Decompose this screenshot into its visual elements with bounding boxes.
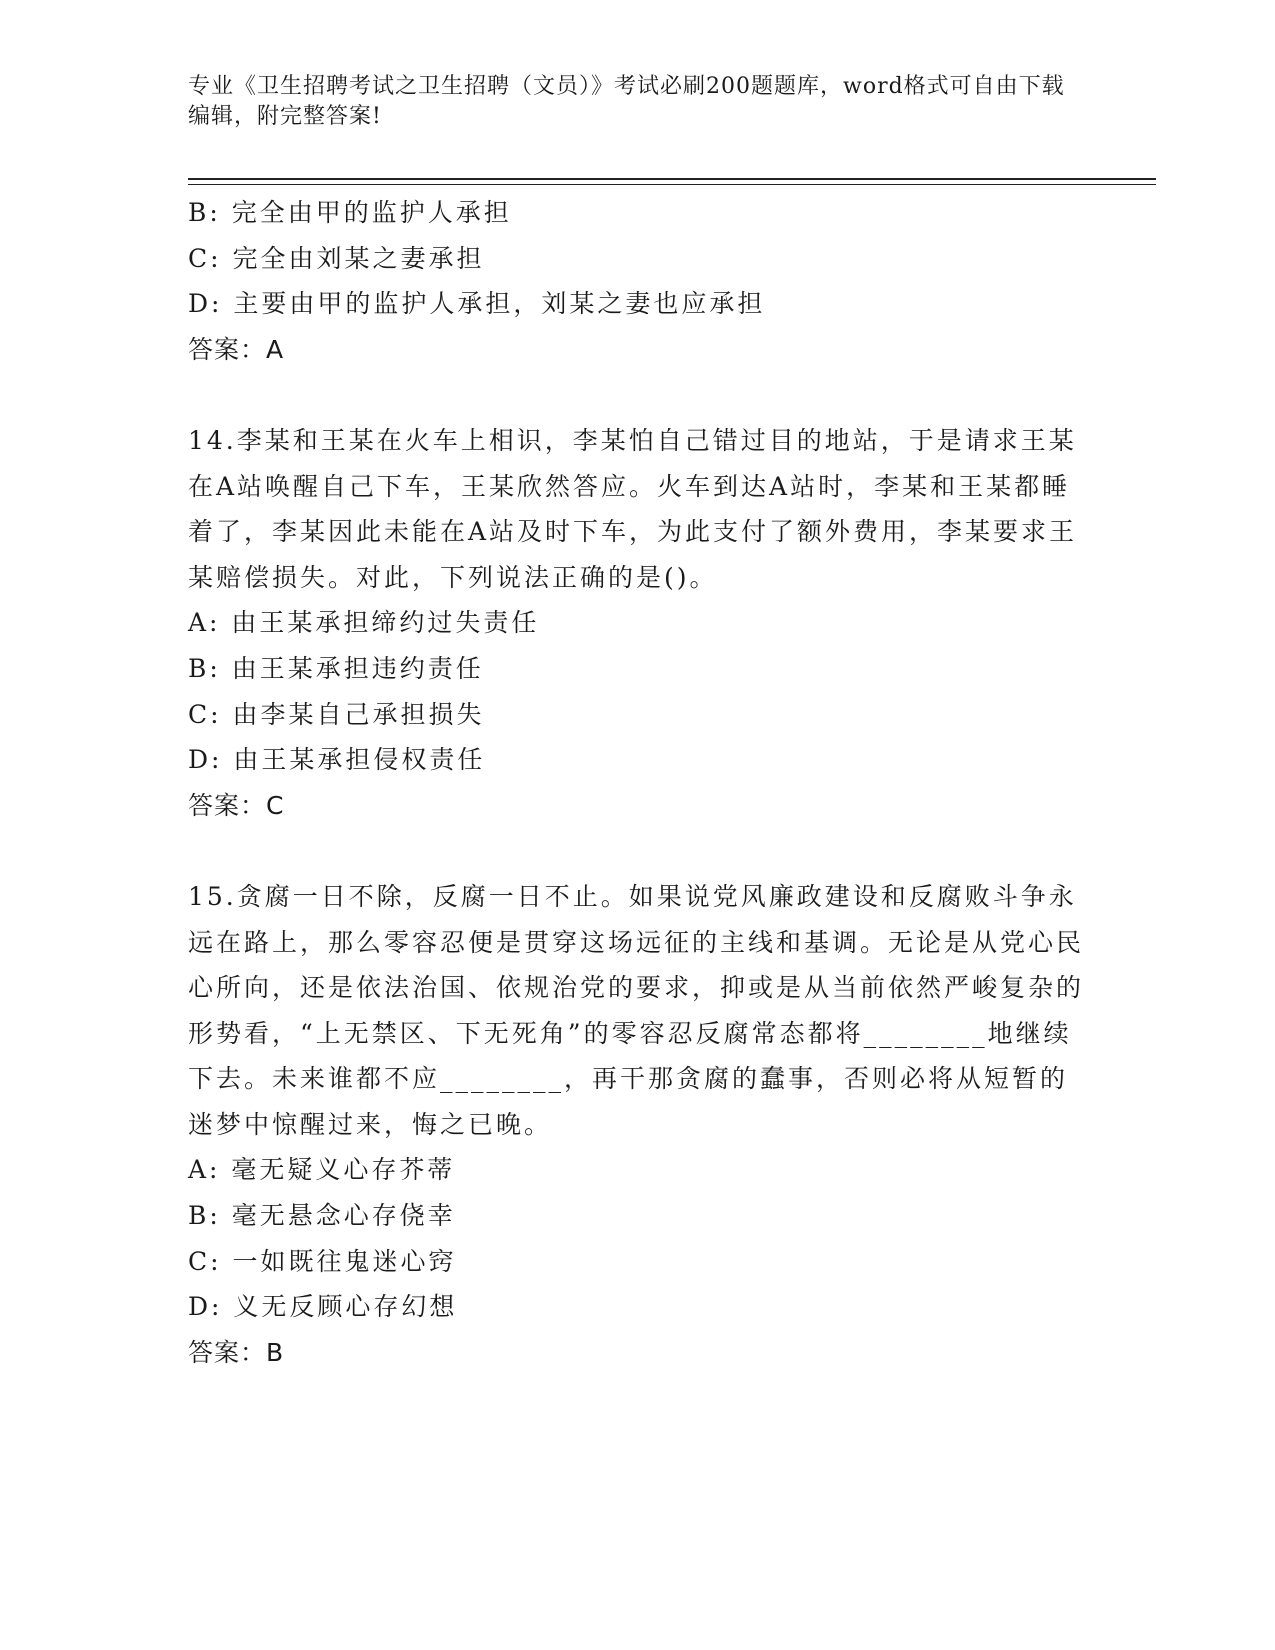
option-c: C: 完全由刘某之妻承担 <box>188 243 485 273</box>
option-b: B: 完全由甲的监护人承担 <box>188 198 512 227</box>
header-divider-thin <box>188 184 1156 185</box>
option-d: D: 主要由甲的监护人承担，刘某之妻也应承担 <box>188 289 766 319</box>
answer: 答案：C <box>188 790 285 820</box>
option-d: D: 义无反顾心存幻想 <box>188 1292 458 1322</box>
question-stem: 14.李某和王某在火车上相识，李某怕自己错过目的地站，于是请求王某在A站唤醒自己下车，王某欣然答应。火车到达A站时，李某和王某都睡着了，李某因此未能在A站及时下车，为此支付了额外费用，李某要求王某赔偿损失。对此，下列说法正确的是()。 <box>188 425 1078 592</box>
page-header: 专业《卫生招聘考试之卫生招聘（文员）》考试必刷200题题库，word格式可自由下载编辑，附完整答案! <box>188 74 1065 129</box>
spacer <box>188 372 1088 418</box>
spacer <box>188 828 1088 874</box>
option-c: C: 一如既往鬼迷心窍 <box>188 1246 457 1276</box>
option-b: B: 毫无悬念心存侥幸 <box>188 1201 456 1231</box>
question-stem: 15.贪腐一日不除，反腐一日不止。如果说党风廉政建设和反腐败斗争永远在路上，那么零容忍便是贯穿这场远征的主线和基调。无论是从党心民心所向，还是依法治国、依规治党的要求，抑或是从当前依然严峻复杂的形势看，“上无禁区、下无死角”的零容忍反腐常态都将________地继续下去。未来谁都不应________，再干那贪腐的蠢事，否则必将从短暂的迷梦中惊醒过来，悔之已晚。 <box>188 881 1085 1139</box>
option-a: A: 由王某承担缔约过失责任 <box>188 608 540 638</box>
header-divider-thick <box>188 178 1156 180</box>
question-13-tail <box>188 190 1088 372</box>
answer: 答案：A <box>188 334 285 364</box>
option-b: B: 由王某承担违约责任 <box>188 653 484 683</box>
question-15 <box>188 874 1088 1376</box>
option-c: C: 由李某自己承担损失 <box>188 699 485 729</box>
answer: 答案：B <box>188 1337 285 1367</box>
option-a: A: 毫无疑义心存芥蒂 <box>188 1155 456 1185</box>
question-content <box>188 190 1088 1375</box>
option-d: D: 由王某承担侵权责任 <box>188 745 486 775</box>
question-14 <box>188 418 1088 828</box>
